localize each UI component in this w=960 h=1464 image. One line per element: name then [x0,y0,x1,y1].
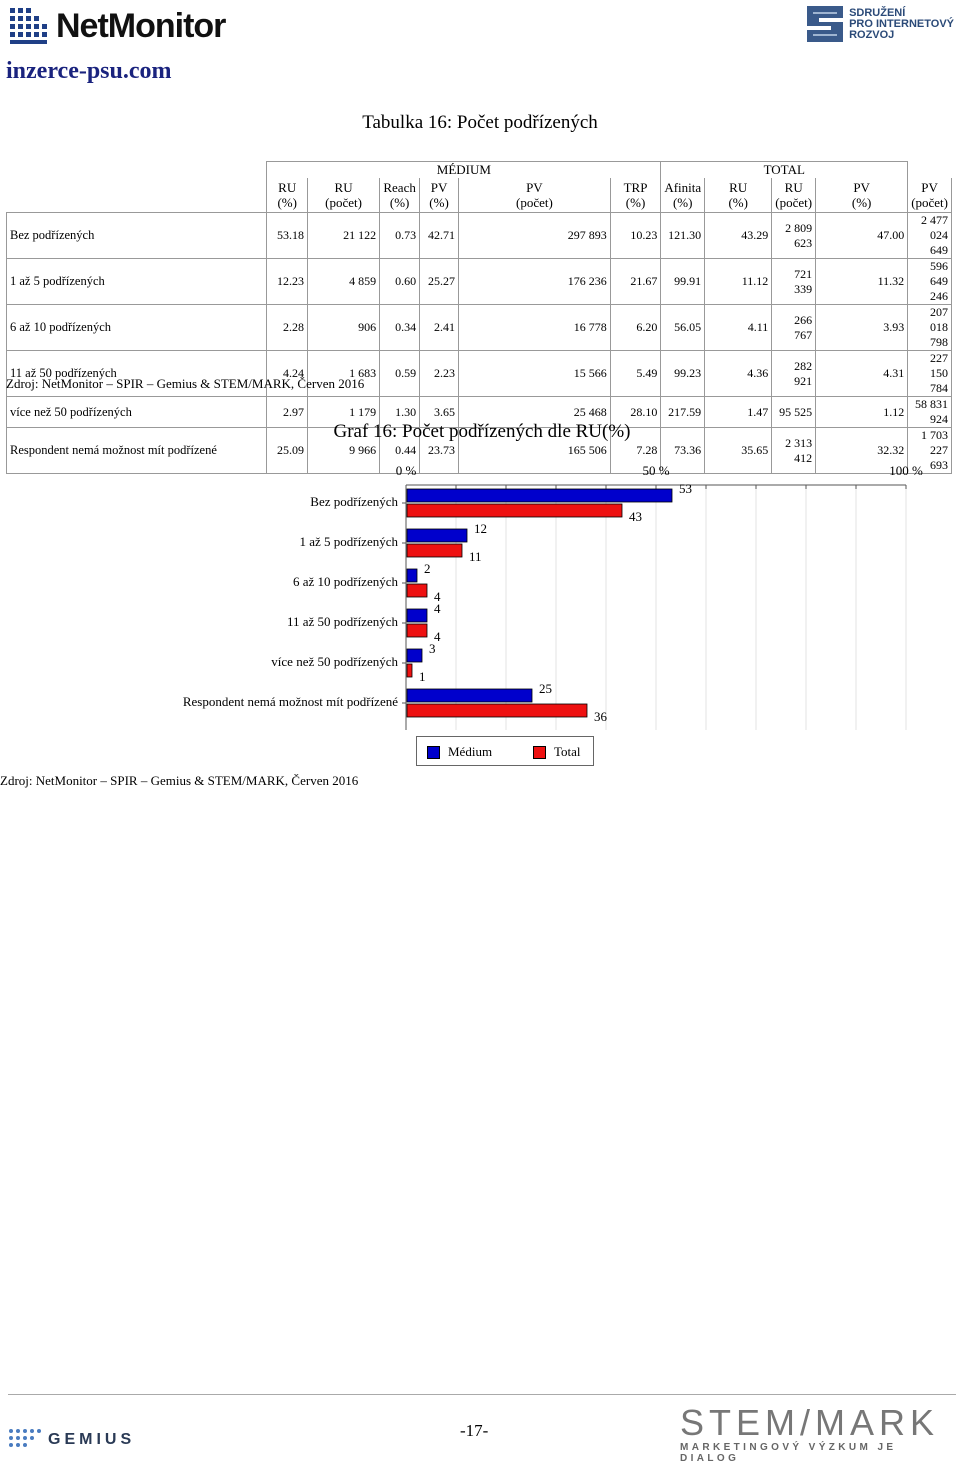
table-cell: 0.60 [380,259,420,305]
table-cell: 3.93 [816,305,908,351]
stem-mark-tagline: MARKETINGOVÝ VÝZKUM JE DIALOG [680,1442,897,1464]
table-cell: 1.12 [816,397,908,428]
column-header: RU (počet) [772,178,816,213]
page-number: -17- [460,1421,489,1440]
table-cell: 2.23 [420,351,459,397]
table-cell: 11.32 [816,259,908,305]
table-cell: 2.41 [420,305,459,351]
table-cell: 2.28 [267,305,308,351]
column-header: Afinita (%) [661,178,705,213]
data-label: 43 [629,509,642,524]
table-cell: 0.59 [380,351,420,397]
legend-swatch-total [533,746,546,759]
bar-medium [407,649,422,662]
gemius-logo [8,1428,135,1452]
table-cell: 53.18 [267,213,308,259]
table-cell: 121.30 [661,213,705,259]
table-cell: 207 018 798 [908,305,952,351]
netmonitor-dots-icon [8,6,52,46]
table-cell: 1.47 [705,397,772,428]
legend-item-total [533,744,581,760]
category-label: 11 až 50 podřízených [286,614,398,629]
table-cell: 16 778 [459,305,611,351]
column-header: PV (počet) [459,178,611,213]
column-header: RU (%) [705,178,772,213]
table-cell: 9 966 [308,428,380,474]
table-cell: 3.65 [420,397,459,428]
category-label: Bez podřízených [310,494,398,509]
table-cell: 15 566 [459,351,611,397]
table-cell: 2.97 [267,397,308,428]
bar-medium [407,529,467,542]
data-label: 36 [594,709,607,724]
group-total: TOTAL [661,162,908,179]
table-cell: 12.23 [267,259,308,305]
data-label: 1 [419,669,426,684]
table-cell: 4.31 [816,351,908,397]
stem-mark-brand: STEM/MARK [680,1402,940,1443]
row-label: Respondent nemá možnost mít podřízené [7,428,267,474]
table-group-header [7,162,952,179]
column-header: RU (počet) [308,178,380,213]
category-label: více než 50 podřízených [271,654,398,669]
bar-total [407,624,427,637]
bar-chart [0,455,960,730]
table-cell: 21 122 [308,213,380,259]
site-title: inzerce-psu.com [6,58,172,84]
data-label: 4 [434,601,441,616]
table-cell: 11.12 [705,259,772,305]
data-label: 2 [424,561,431,576]
spir-text: SDRUŽENÍ PRO INTERNETOVÝ ROZVOJ [849,6,954,41]
table-cell: 4.24 [267,351,308,397]
table-cell: 99.91 [661,259,705,305]
bar-total [407,664,412,677]
data-label: 11 [469,549,482,564]
table-cell: 47.00 [816,213,908,259]
data-label: 53 [679,481,692,496]
stem-mark-logo [680,1404,952,1464]
table-cell: 6.20 [610,305,661,351]
table-cell: 58 831 924 [908,397,952,428]
group-medium: MÉDIUM [267,162,661,179]
table-cell: 95 525 [772,397,816,428]
table-row [7,259,952,305]
table-cell: 25 468 [459,397,611,428]
table-cell: 56.05 [661,305,705,351]
table-cell: 28.10 [610,397,661,428]
table-column-header [7,178,952,213]
table-cell: 7.28 [610,428,661,474]
table-cell: 21.67 [610,259,661,305]
bar-medium [407,689,532,702]
table-cell: 297 893 [459,213,611,259]
table-cell: 23.73 [420,428,459,474]
category-label: 6 až 10 podřízených [292,574,398,589]
table-cell: 35.65 [705,428,772,474]
bar-medium [407,609,427,622]
table-cell: 1 703 227 693 [908,428,952,474]
column-header: PV (%) [420,178,459,213]
row-label: 1 až 5 podřízených [7,259,267,305]
netmonitor-logo [8,4,225,48]
column-header: Reach (%) [380,178,420,213]
data-label: 12 [474,521,487,536]
bar-total [407,544,462,557]
table-cell: 5.49 [610,351,661,397]
table-cell: 217.59 [661,397,705,428]
bar-medium [407,569,417,582]
table-cell: 32.32 [816,428,908,474]
gemius-dots-icon [8,1428,42,1452]
table-cell: 4.36 [705,351,772,397]
row-label: 11 až 50 podřízených [7,351,267,397]
legend-item-medium [427,744,492,760]
chart-title: Graf 16: Počet podřízených dle RU(%) [333,421,631,442]
x-tick-label: 0 % [395,463,417,478]
bar-total [407,704,587,717]
table-cell: 25.27 [420,259,459,305]
legend-label-total: Total [554,744,581,759]
table-cell: 0.44 [380,428,420,474]
table-cell: 2 477 024 649 [908,213,952,259]
row-label: více než 50 podřízených [7,397,267,428]
gemius-brand: GEMIUS [48,1431,136,1448]
column-header: TRP (%) [610,178,661,213]
table-source: Zdroj: NetMonitor – SPIR – Gemius & STEM/MARK, Červen 2016 [6,376,365,391]
table-cell: 282 921 [772,351,816,397]
table-row [7,213,952,259]
table-cell: 165 506 [459,428,611,474]
x-tick-label: 100 % [889,463,923,478]
table-cell: 25.09 [267,428,308,474]
data-label: 25 [539,681,552,696]
row-label: Bez podřízených [7,213,267,259]
table-cell: 42.71 [420,213,459,259]
data-label: 3 [429,641,436,656]
netmonitor-brand: NetMonitor [56,7,226,45]
table-row [7,305,952,351]
table-cell: 0.73 [380,213,420,259]
table-cell: 596 649 246 [908,259,952,305]
table-cell: 2 313 412 [772,428,816,474]
table-title: Tabulka 16: Počet podřízených [362,112,598,133]
column-header: PV (%) [816,178,908,213]
chart-source: Zdroj: NetMonitor – SPIR – Gemius & STEM/MARK, Červen 2016 [0,773,359,788]
data-label: 4 [434,629,441,644]
table-cell: 10.23 [610,213,661,259]
column-header: PV (počet) [908,178,952,213]
table-cell: 906 [308,305,380,351]
column-header: RU (%) [267,178,308,213]
x-tick-label: 50 % [642,463,670,478]
legend-label-medium: Médium [448,744,493,759]
legend-swatch-medium [427,746,440,759]
table-cell: 1 683 [308,351,380,397]
table-cell: 176 236 [459,259,611,305]
bar-total [407,584,427,597]
bar-total [407,504,622,517]
bar-medium [407,489,672,502]
footer-divider [8,1394,956,1395]
spir-logo [805,4,954,44]
table-cell: 1.30 [380,397,420,428]
table-cell: 1 179 [308,397,380,428]
spir-emblem-icon [805,4,845,44]
table-cell: 99.23 [661,351,705,397]
table-cell: 43.29 [705,213,772,259]
row-label: 6 až 10 podřízených [7,305,267,351]
category-label: Respondent nemá možnost mít podřízené [182,694,398,709]
table-cell: 721 339 [772,259,816,305]
table-cell: 4.11 [705,305,772,351]
table-cell: 73.36 [661,428,705,474]
table-cell: 0.34 [380,305,420,351]
category-label: 1 až 5 podřízených [299,534,398,549]
table-cell: 266 767 [772,305,816,351]
table-cell: 2 809 623 [772,213,816,259]
chart-legend [416,736,594,766]
table-cell: 4 859 [308,259,380,305]
table-cell: 227 150 784 [908,351,952,397]
data-label: 4 [434,589,441,604]
